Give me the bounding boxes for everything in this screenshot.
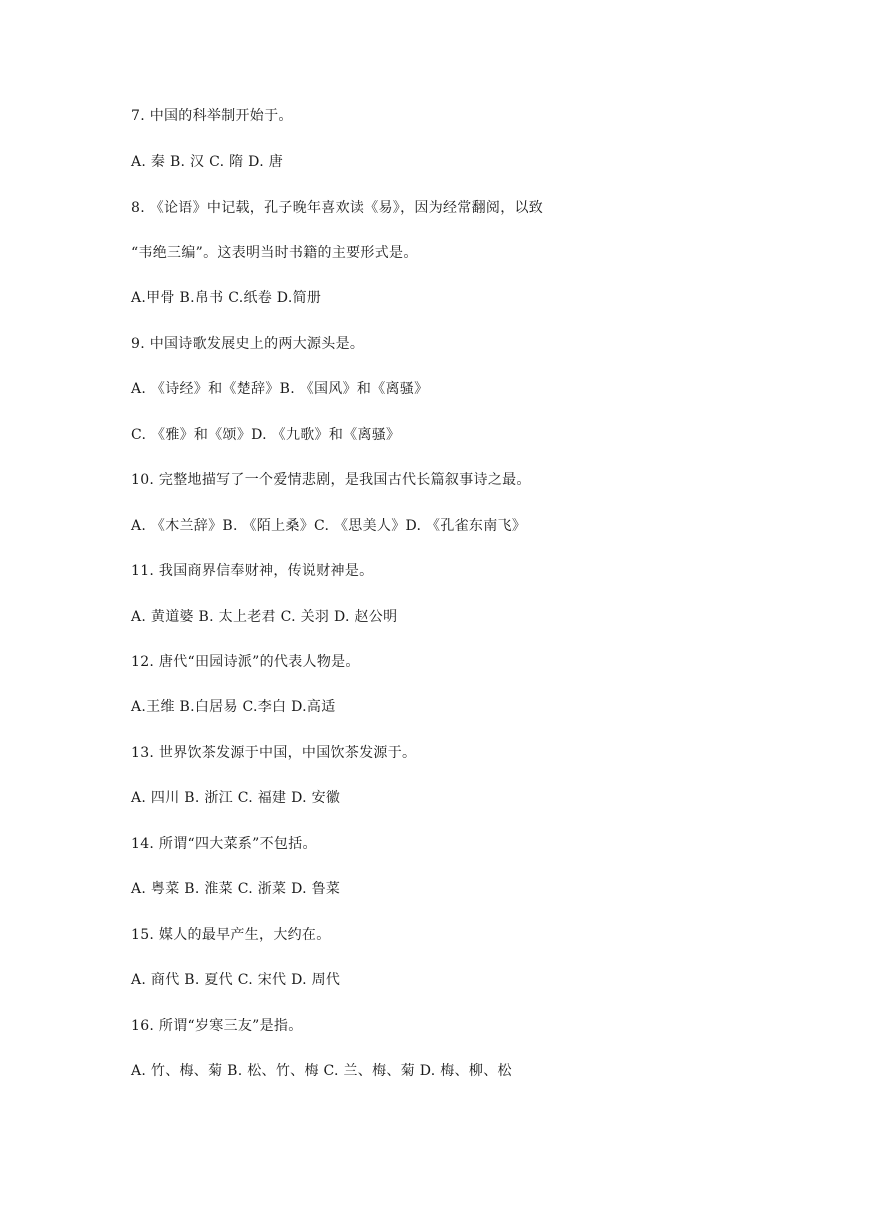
question-14: 14. 所谓“四大菜系”不包括。 — [131, 836, 317, 852]
question-12-options: A.王维 B.白居易 C.李白 D.高适 — [131, 699, 336, 715]
question-15-options: A. 商代 B. 夏代 C. 宋代 D. 周代 — [131, 972, 341, 988]
question-9: 9. 中国诗歌发展史上的两大源头是。 — [131, 336, 365, 352]
question-16: 16. 所谓“岁寒三友”是指。 — [131, 1018, 303, 1034]
question-13: 13. 世界饮茶发源于中国，中国饮茶发源于。 — [131, 745, 417, 761]
question-7-options: A. 秦 B. 汉 C. 隋 D. 唐 — [131, 154, 283, 170]
question-9-options-ab: A. 《诗经》和《楚辞》B. 《国风》和《离骚》 — [131, 381, 429, 397]
question-12: 12. 唐代“田园诗派”的代表人物是。 — [131, 654, 360, 670]
question-9-options-cd: C. 《雅》和《颂》D. 《九歌》和《离骚》 — [131, 427, 401, 443]
question-10: 10. 完整地描写了一个爱情悲剧，是我国古代长篇叙事诗之最。 — [131, 472, 531, 488]
question-13-options: A. 四川 B. 浙江 C. 福建 D. 安徽 — [131, 790, 341, 806]
question-11-options: A. 黄道婆 B. 太上老君 C. 关羽 D. 赵公明 — [131, 609, 398, 625]
question-15: 15. 媒人的最早产生，大约在。 — [131, 927, 331, 943]
question-11: 11. 我国商界信奉财神，传说财神是。 — [131, 563, 374, 579]
question-16-options: A. 竹、梅、菊 B. 松、竹、梅 C. 兰、梅、菊 D. 梅、柳、松 — [131, 1063, 512, 1079]
question-8-options: A.甲骨 B.帛书 C.纸卷 D.简册 — [131, 290, 322, 306]
question-10-options: A. 《木兰辞》B. 《陌上桑》C. 《思美人》D. 《孔雀东南飞》 — [131, 518, 527, 534]
question-8-continued: “韦绝三编”。这表明当时书籍的主要形式是。 — [131, 245, 418, 261]
question-7: 7. 中国的科举制开始于。 — [131, 108, 293, 124]
question-14-options: A. 粤菜 B. 淮菜 C. 浙菜 D. 鲁菜 — [131, 881, 341, 897]
question-8: 8. 《论语》中记载，孔子晚年喜欢读《易》，因为经常翻阅，以致 — [131, 200, 544, 216]
